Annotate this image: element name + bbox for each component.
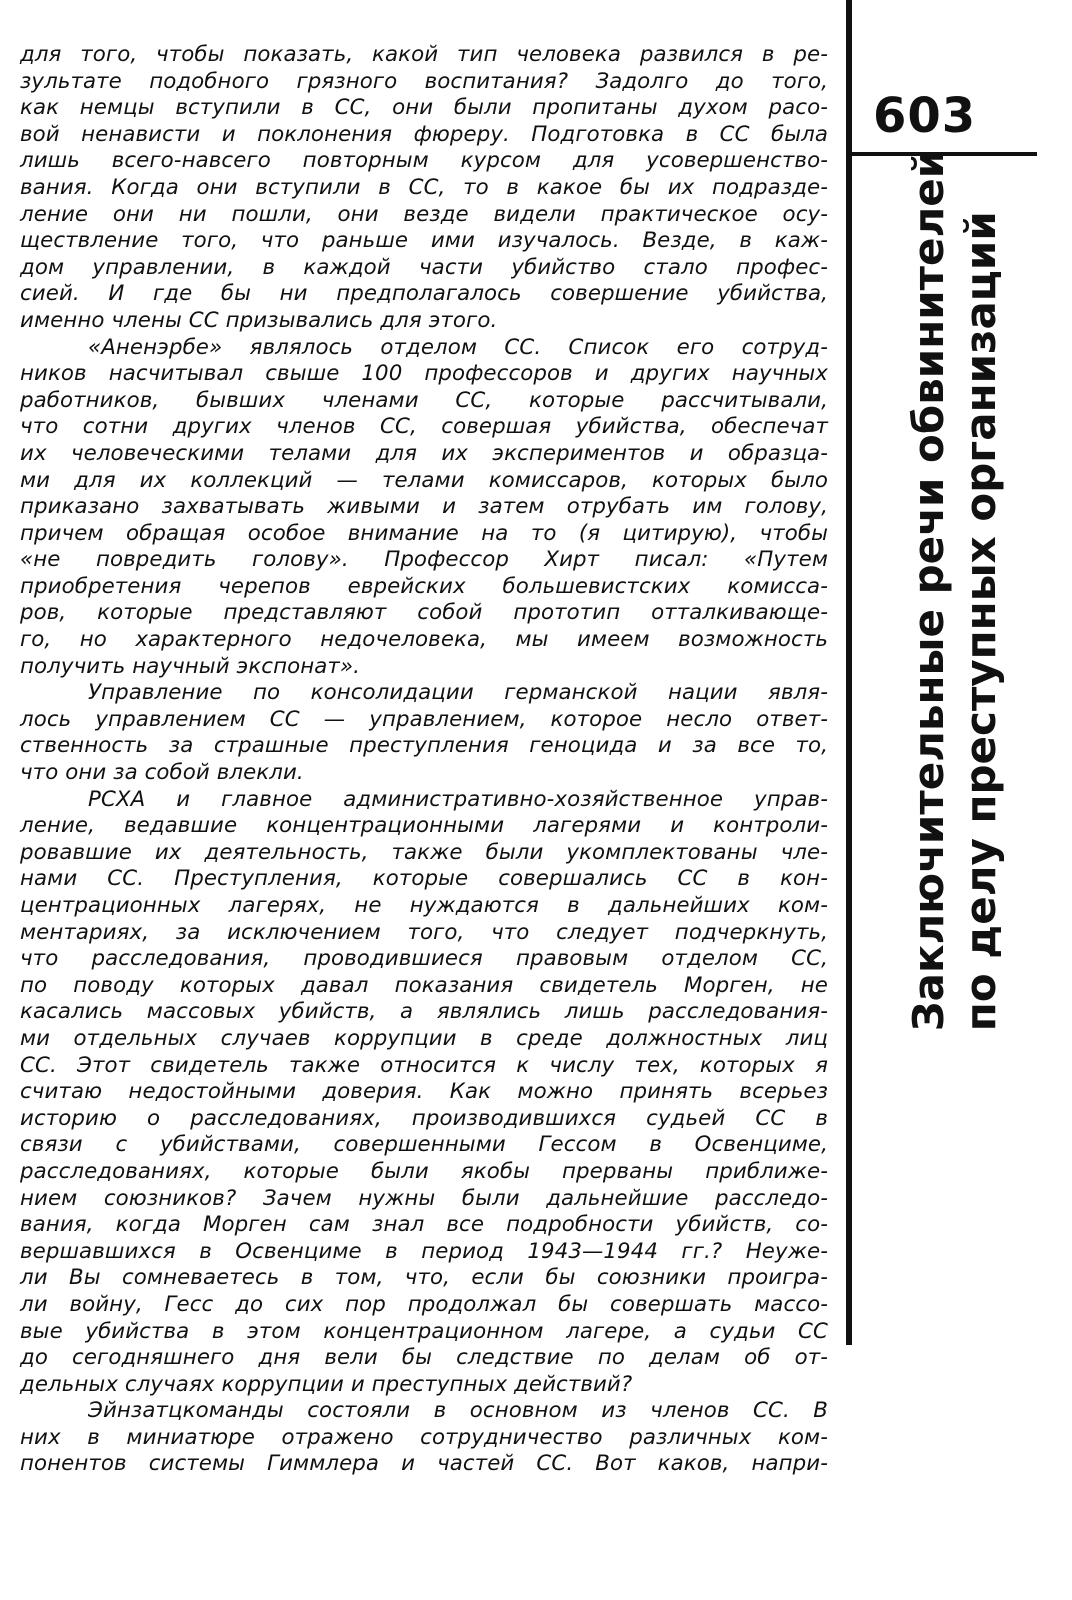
text-line: «не повредить голову». Профессор Хирт писал: «Путем: [20, 547, 828, 573]
page-number: 603: [873, 88, 977, 144]
text-line: го, но характерного недочеловека, мы имеем возможность: [20, 627, 828, 653]
text-line: причем обращая особое внимание на то (я цитирую), чтобы: [20, 520, 828, 546]
text-line: считаю недостойными доверия. Как можно принять всерьез: [20, 1079, 828, 1105]
text-line: вой ненависти и поклонения фюреру. Подготовка в СС была: [20, 121, 828, 147]
text-line: ли Вы сомневаетесь в том, что, если бы союзники проигра-: [20, 1265, 828, 1291]
text-line: центрационных лагерях, не нуждаются в дальнейших ком-: [20, 893, 828, 918]
text-line: связи с убийствами, совершенными Гессом в Освенциме,: [20, 1132, 828, 1158]
text-line: ление, ведавшие концентрационными лагерями и контроли-: [20, 813, 828, 839]
text-line: нами СС. Преступления, которые совершались СС в кон-: [20, 866, 828, 892]
text-line: ществление того, что раньше ими изучалось. Везде, в каж-: [20, 228, 828, 254]
text-line: вершавшихся в Освенциме в период 1943—1944 гг.? Неуже-: [20, 1238, 828, 1264]
text-line: сией. И где бы ни предполагалось совершение убийства,: [20, 281, 828, 307]
text-line: зультате подобного грязного воспитания? Задолго до того,: [20, 68, 828, 94]
paragraph-start-line: Управление по консолидации германской нации явля-: [88, 680, 828, 706]
text-line: дом управлении, в каждой части убийство стало профес-: [20, 254, 828, 280]
margin-rule: [846, 0, 852, 1345]
text-line: до сегодняшнего дня вели бы следствие по делам об от-: [20, 1345, 828, 1371]
text-line: их человеческими телами для их экспериментов и образца-: [20, 440, 828, 466]
text-line: что расследования, проводившиеся правовым отделом СС,: [20, 946, 828, 972]
text-line: ление они ни пошли, они везде видели практическое осу-: [20, 201, 828, 227]
text-line: ментариях, за исключением того, что следует подчеркнуть,: [20, 919, 828, 945]
text-line: работников, бывших членами СС, которые рассчитывали,: [20, 387, 828, 413]
text-line: ми отдельных случаев коррупции в среде должностных лиц: [20, 1025, 828, 1051]
text-line: ров, которые представляют собой прототип отталкивающе-: [20, 600, 828, 626]
text-line: лось управлением СС — управлением, которое несло ответ-: [20, 706, 828, 732]
running-head-line-2: по делу преступных организаций: [956, 211, 1005, 1032]
text-line: ровавшие их деятельность, также были укомплектованы чле-: [20, 839, 828, 865]
text-line: для того, чтобы показать, какой тип человека развился в ре-: [20, 42, 828, 67]
text-line: ми для их коллекций — телами комиссаров, которых было: [20, 467, 828, 493]
text-line: приобретения черепов еврейских большевистских комисса-: [20, 573, 828, 599]
text-line: ников насчитывал свыше 100 профессоров и других научных: [20, 361, 828, 387]
text-line: ственность за страшные преступления геноцида и за все то,: [20, 733, 828, 759]
text-line: дельных случаях коррупции и преступных действий?: [20, 1371, 633, 1397]
text-line: вания, когда Морген сам знал все подробности убийств, со-: [20, 1212, 828, 1238]
text-line: СС. Этот свидетель также относится к числу тех, которых я: [20, 1052, 828, 1078]
text-line: вания. Когда они вступили в СС, то в какое бы их подразде-: [20, 174, 828, 200]
text-line: историю о расследованиях, производившихся судьей СС в: [20, 1105, 828, 1131]
text-line: касались массовых убийств, а являлись лишь расследования-: [20, 999, 828, 1025]
text-line: что они за собой влекли.: [20, 760, 304, 786]
text-line: лишь всего-навсего повторным курсом для усовершенство-: [20, 148, 828, 174]
paragraph-start-line: «Аненэрбе» являлось отделом СС. Список его сотруд-: [88, 334, 828, 360]
text-line: получить научный экспонат».: [20, 653, 361, 679]
text-line: приказано захватывать живыми и затем отрубать им голову,: [20, 494, 828, 520]
text-line: расследованиях, которые были якобы прерваны приближе-: [20, 1158, 828, 1184]
body-text: [20, 42, 828, 1478]
text-line: что сотни других членов СС, совершая убийства, обеспечат: [20, 414, 828, 440]
text-line: именно члены СС призывались для этого.: [20, 307, 498, 333]
text-line: как немцы вступили в СС, они были пропитаны духом расо-: [20, 95, 828, 121]
text-line: ли войну, Гесс до сих пор продолжал бы совершать массо-: [20, 1291, 828, 1317]
text-line: вые убийства в этом концентрационном лагере, а судьи СС: [20, 1318, 828, 1344]
text-line: нием союзников? Зачем нужны были дальнейшие расследо-: [20, 1185, 828, 1211]
text-line: понентов системы Гиммлера и частей СС. Вот каков, напри-: [20, 1451, 828, 1477]
paragraph-start-line: Эйнзатцкоманды состояли в основном из членов СС. В: [88, 1398, 828, 1424]
running-head-line-1: Заключительные речи обвинителей: [904, 148, 953, 1032]
text-line: них в миниатюре отражено сотрудничество различных ком-: [20, 1424, 828, 1450]
paragraph-start-line: РСХА и главное административно-хозяйственное управ-: [88, 786, 828, 812]
text-line: по поводу которых давал показания свидетель Морген, не: [20, 972, 828, 998]
